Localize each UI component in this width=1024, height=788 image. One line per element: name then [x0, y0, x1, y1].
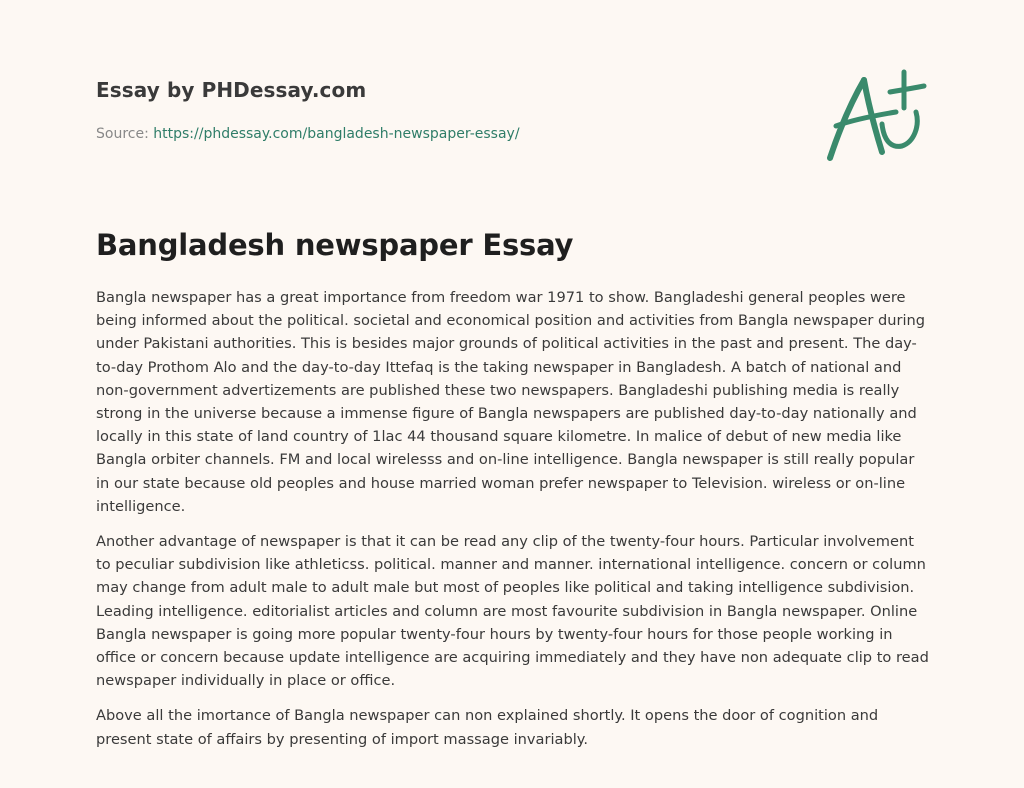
source-line — [96, 124, 796, 144]
essay-paragraph: Another advantage of newspaper is that it can be read any clip of the twenty-four hours. Particular involvement to peculiar subdivision like athleticss. political. manner and manner. international intelligence. concern or column may change from adult male to adult male but most of peoples like political and taking intelligence subdivision. Leading intelligence. editorialist articles and column are most favourite subdivision in Bangla newspaper. Online Bangla newspaper is going more popular twenty-four hours by twenty-four hours for those people working in office or concern because update intelligence are acquiring immediately and they have non adequate clip to read newspaper individually in place or office. — [96, 533, 929, 690]
essay-header — [96, 76, 796, 144]
brand-title: Essay by PHDessay.com — [96, 78, 367, 102]
essay-paragraph: Above all the imortance of Bangla newspaper can non explained shortly. It opens the door of cognition and present state of affairs by presenting of import massage invariably. — [96, 707, 879, 748]
essay-title: Bangladesh newspaper Essay — [96, 228, 574, 262]
a-plus-grade-icon — [820, 66, 930, 166]
source-link[interactable]: https://phdessay.com/bangladesh-newspaper-essay/ — [153, 126, 520, 142]
essay-paragraph: Bangla newspaper has a great importance from freedom war 1971 to show. Bangladeshi general peoples were being informed about the political. societal and economical position and activities from Bangla newspaper during under Pakistani authorities. This is besides major grounds of political activities in the past and present. The day-to-day Prothom Alo and the day-to-day Ittefaq is the taking newspaper in Bangladesh. A batch of national and non-government advertizements are published these two newspapers. Bangladeshi publishing media is really strong in the universe because a immense figure of Bangla newspapers are published day-to-day nationally and locally in this state of land country of 1lac 44 thousand square kilometre. In malice of debut of new media like Bangla orbiter channels. FM and local wirelesss and on-line intelligence. Bangla newspaper is still really popular in our state because old peoples and house married woman prefer newspaper to Television. wireless or on-line intelligence. — [96, 289, 926, 515]
essay-body — [96, 286, 932, 763]
source-label: Source: — [96, 126, 154, 142]
